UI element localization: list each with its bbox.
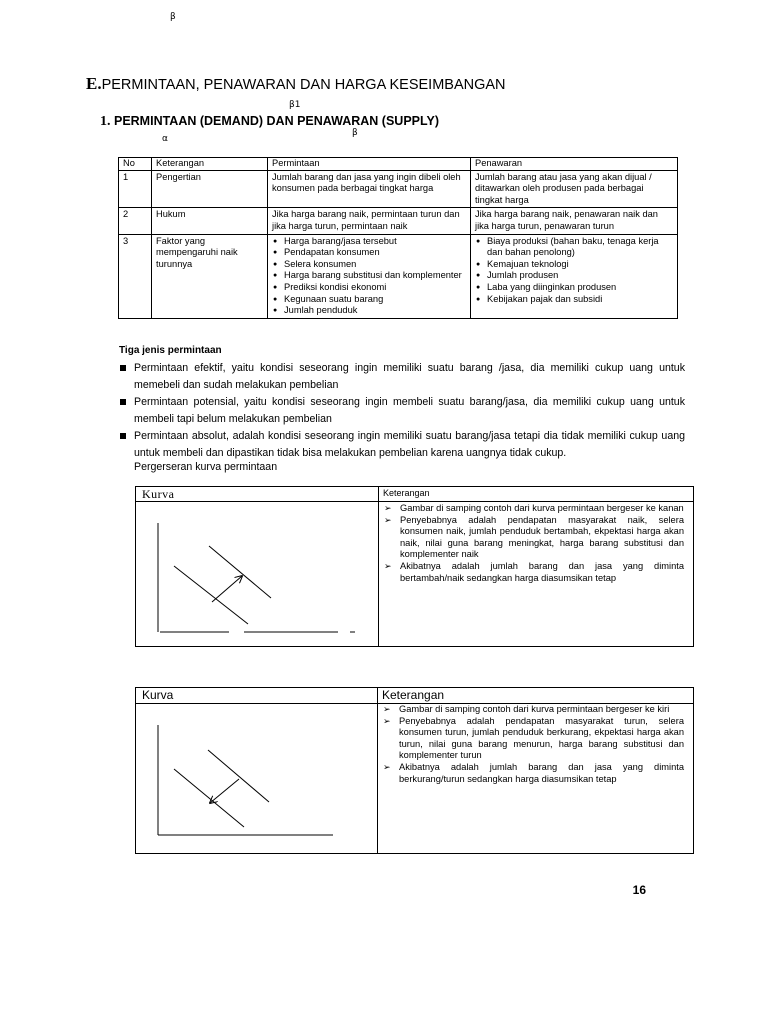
list-item: ● Jumlah penduduk: [272, 305, 466, 317]
list-item: ➢ Penyebabnya adalah pendapatan masyarakat turun, selera konsumen turun, jumlah penduduk berkurang, ekpektasi harga akan turun, nilai guna barang menurun, harga barang substitusi dan komplementer turun: [383, 716, 684, 762]
demand-factor-list: [272, 236, 466, 317]
subsection-title: PERMINTAAN (DEMAND) DAN PENAWARAN (SUPPLY): [113, 114, 439, 128]
row-label: Hukum: [152, 208, 268, 234]
demand-shift-left-graph: [136, 704, 377, 852]
row-no: 1: [119, 170, 152, 208]
list-item: Permintaan absolut, adalah kondisi seseorang ingin memiliki suatu barang/jasa tetapi dia tidak memiliki cukup uang untuk membeli dan dipastikan tidak bisa melakukan pembelian karena uangnya tidak cukup.: [119, 428, 685, 462]
list-item: ● Kebijakan pajak dan subsidi: [475, 294, 673, 306]
curve-box-divider: [378, 487, 379, 646]
demand-types-list: [119, 360, 685, 462]
list-item: Permintaan potensial, yaitu kondisi seseorang ingin membeli suatu barang/jasa, dia memiliki cukup uang untuk membeli tapi belum melakukan pembelian: [119, 394, 685, 428]
page-number: 16: [632, 883, 646, 897]
list-item: ➢ Gambar di samping contoh dari kurva permintaan bergeser ke kanan: [384, 503, 684, 515]
curve-label: Kurva: [142, 688, 174, 702]
keterangan-label: Keterangan: [382, 688, 445, 702]
curve-notes-list: [384, 503, 684, 584]
row-label: Pengertian: [152, 170, 268, 208]
list-item: ➢ Akibatnya adalah jumlah barang dan jasa yang diminta bertambah/naik sedangkan harga diasumsikan tetap: [384, 561, 684, 584]
stray-mark-right: β: [352, 128, 358, 138]
demand-curve-initial: [208, 750, 269, 802]
table-row: [119, 170, 678, 208]
supply-factor-list: [475, 236, 673, 306]
curve-label: Kurva: [142, 487, 175, 501]
list-item: ➢ Penyebabnya adalah pendapatan masyarakat naik, selera konsumen naik, jumlah penduduk bertambah, ekpektasi harga akan naik, nilai guna barang meningkat, harga barang substitusi dan komplementer naik: [384, 515, 684, 561]
table-header-row: [119, 158, 678, 171]
stray-mark-left: α: [162, 134, 168, 144]
curve-notes-list: [383, 704, 684, 785]
section-letter: E.: [86, 74, 102, 93]
header-keterangan: Keterangan: [152, 158, 268, 171]
row-no: 3: [119, 234, 152, 318]
row-supply: Jika harga barang naik, penawaran naik dan jika harga turun, penawaran turun: [471, 208, 678, 234]
demand-supply-table: [118, 157, 678, 319]
shift-arrow-right: [212, 576, 242, 602]
row-supply-factors: [471, 234, 678, 318]
header-no: No: [119, 158, 152, 171]
stray-mark-top: β: [170, 12, 176, 22]
table-row: [119, 208, 678, 234]
list-item: Permintaan efektif, yaitu kondisi seseorang ingin memiliki suatu barang /jasa, dia memiliki cukup uang untuk memebeli dan sudah melakukan pembelian: [119, 360, 685, 394]
curve-shift-caption: Pergerseran kurva permintaan: [134, 461, 278, 473]
list-item: ● Prediksi kondisi ekonomi: [272, 282, 466, 294]
section-title: PERMINTAAN, PENAWARAN DAN HARGA KESEIMBANGAN: [101, 77, 506, 93]
row-demand: Jumlah barang dan jasa yang ingin dibeli oleh konsumen pada berbagai tingkat harga: [268, 170, 471, 208]
curve-box-left-shift: [135, 687, 694, 854]
row-demand: Jika harga barang naik, permintaan turun dan jika harga turun, permintaan naik: [268, 208, 471, 234]
list-item: ➢ Gambar di samping contoh dari kurva permintaan bergeser ke kiri: [383, 704, 684, 716]
list-item: ● Kemajuan teknologi: [475, 259, 673, 271]
list-item: ● Pendapatan konsumen: [272, 247, 466, 259]
row-label: Faktor yang mempengaruhi naik turunnya: [152, 234, 268, 318]
row-supply: Jumlah barang atau jasa yang akan dijual / ditawarkan oleh produsen pada berbagai tingkat harga: [471, 170, 678, 208]
list-item: ● Jumlah produsen: [475, 270, 673, 282]
row-no: 2: [119, 208, 152, 234]
demand-shift-right-graph: [136, 502, 378, 645]
header-penawaran: Penawaran: [471, 158, 678, 171]
row-demand-factors: [268, 234, 471, 318]
demand-types-title: Tiga jenis permintaan: [119, 345, 222, 356]
demand-curve-initial: [174, 566, 248, 624]
list-item: ● Selera konsumen: [272, 259, 466, 271]
list-item: ➢ Akibatnya adalah jumlah barang dan jasa yang diminta berkurang/turun sedangkan harga diasumsikan tetap: [383, 762, 684, 785]
curve-box-right-shift: [135, 486, 694, 647]
list-item: ● Kegunaan suatu barang: [272, 294, 466, 306]
header-permintaan: Permintaan: [268, 158, 471, 171]
subsection-number: 1.: [100, 114, 111, 129]
table-row: [119, 234, 678, 318]
stray-mark-p1: β1: [289, 100, 301, 110]
list-item: ● Harga barang substitusi dan komplementer: [272, 270, 466, 282]
list-item: ● Laba yang diinginkan produsen: [475, 282, 673, 294]
demand-curve-shifted: [209, 546, 271, 598]
keterangan-label: Keterangan: [383, 488, 430, 498]
subsection-heading: [100, 114, 439, 130]
curve-box-divider: [377, 688, 378, 853]
list-item: ● Biaya produksi (bahan baku, tenaga kerja dan bahan penolong): [475, 236, 673, 259]
section-heading: [86, 74, 506, 94]
list-item: ● Harga barang/jasa tersebut: [272, 236, 466, 248]
shift-arrow-left: [210, 779, 239, 803]
demand-curve-shifted: [174, 769, 244, 827]
